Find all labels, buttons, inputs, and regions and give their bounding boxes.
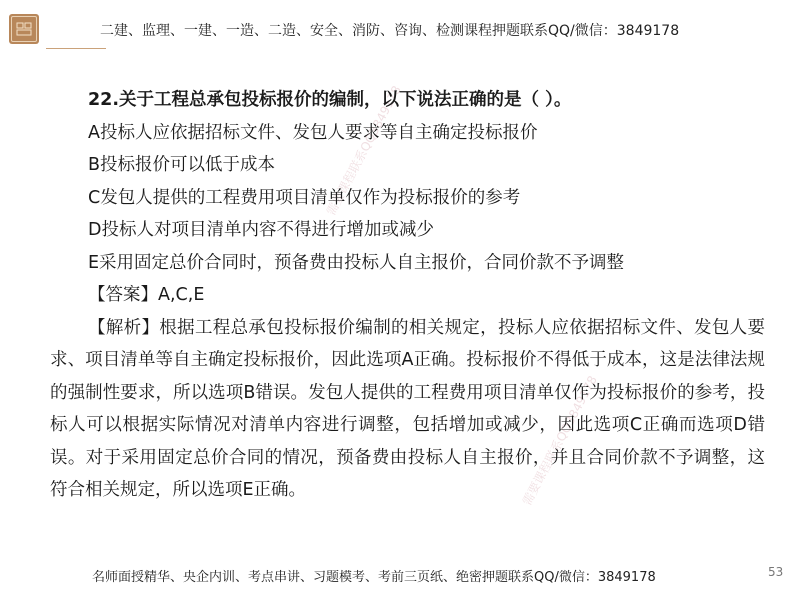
footer-contact-text: 名师面授精华、央企内训、考点串讲、习题模考、考前三页纸、绝密押题联系QQ/微信：3849178	[92, 570, 656, 585]
question-title: 22.关于工程总承包投标报价的编制，以下说法正确的是（ ）。	[88, 90, 572, 110]
option-a: A投标人应依据招标文件、发包人要求等自主确定投标报价	[88, 122, 538, 143]
logo	[9, 14, 39, 44]
option-d: D投标人对项目清单内容不得进行增加或减少	[88, 220, 434, 240]
logo-icon	[15, 20, 33, 38]
option-b: B投标报价可以低于成本	[88, 155, 276, 175]
question-block	[50, 84, 770, 507]
header-contact-text: 二建、监理、一建、一造、二造、安全、消防、咨询、检测课程押题联系QQ/微信：3849178	[100, 23, 680, 39]
answer-line: 【答案】A,C,E	[88, 285, 205, 305]
analysis-paragraph: 【解析】根据工程总承包投标报价编制的相关规定，投标人应依据招标文件、发包人要求、项目清单等自主确定投标报价，因此选项A正确。投标报价不得低于成本，这是法律法规的强制性要求，所以选项B错误。发包人提供的工程费用项目清单仅作为投标报价的参考，投标人可以根据实际情况对清单内容进行调整，包括增加或减少，因此选项C正确而选项D错误。对于采用固定总价合同的情况，预备费由投标人自主报价，并且合同价款不予调整，这符合相关规定，所以选项E正确。	[50, 317, 765, 500]
page-number: 53	[768, 565, 784, 579]
header-divider	[46, 48, 106, 49]
watermark-top: 需要课程联系QQ3849178	[323, 83, 404, 218]
option-c: C发包人提供的工程费用项目清单仅作为投标报价的参考	[88, 187, 521, 208]
option-e: E采用固定总价合同时，预备费由投标人自主报价，合同价款不予调整	[88, 252, 625, 273]
logo-mark	[11, 16, 37, 42]
watermark-bottom: 需要课程联系QQ3849178	[519, 373, 600, 508]
